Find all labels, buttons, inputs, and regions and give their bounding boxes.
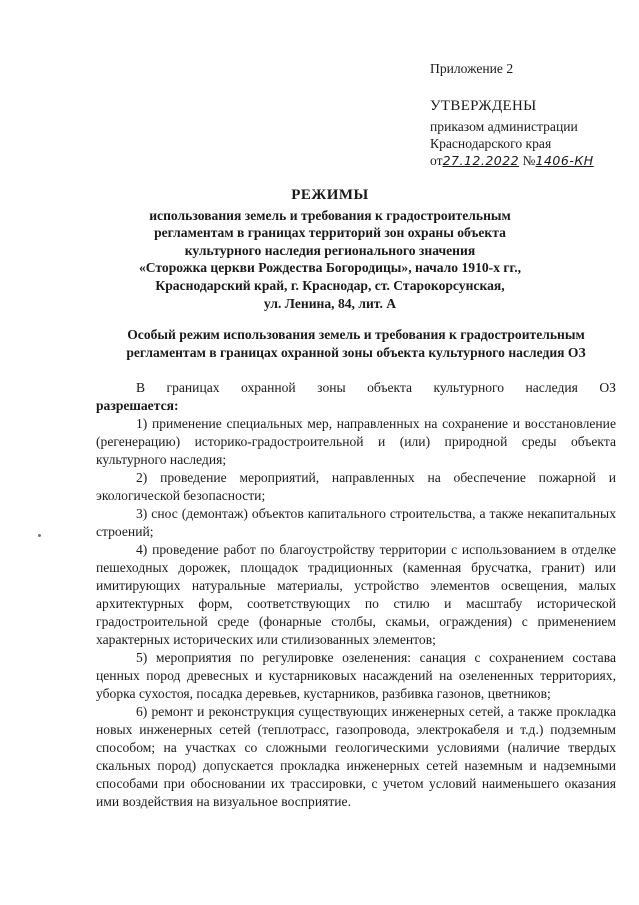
title-line: регламентам в границах территорий зон охраны объекта xyxy=(154,225,506,241)
date-prefix: от xyxy=(430,153,443,168)
document-title xyxy=(100,187,560,312)
list-item: 3) снос (демонтаж) объектов капитального строительства, а также некапитальных строений; xyxy=(96,506,616,539)
title-heading: РЕЖИМЫ xyxy=(291,187,369,203)
order-line-2: Краснодарского края xyxy=(430,136,552,151)
intro-paragraph: В границах охранной зоны объекта культурного наследия ОЗ xyxy=(136,380,616,395)
title-line: культурного наследия регионального значения xyxy=(184,242,476,258)
title-line: Краснодарский край, г. Краснодар, ст. Старокорсунская, xyxy=(155,277,505,293)
order-line-1: приказом администрации xyxy=(430,119,578,134)
handwritten-date: 27.12.2022 xyxy=(442,153,520,168)
title-line: использования земель и требования к градостроительным xyxy=(149,207,511,223)
title-line: «Сторожка церкви Рождества Богородицы», начало 1910-х гг., xyxy=(139,260,521,276)
section-heading xyxy=(96,326,616,362)
section-heading-line: Особый режим использования земель и требования к градостроительным xyxy=(127,327,585,342)
handwritten-number: 1406-КН xyxy=(535,153,594,168)
list-item: 5) мероприятия по регулировке озеленения: санация с сохранением состава ценных пород древесных и кустарниковых насаждений на озелененных территориях, уборка сухостоя, посадка деревьев, кустарников, разбивка газонов, цветников; xyxy=(96,650,616,701)
list-item: 1) применение специальных мер, направленных на сохранение и восстановление (регенерацию) историко-градостроительной и (или) природной среды объекта культурного наследия; xyxy=(96,416,616,467)
scan-speck xyxy=(38,534,41,537)
number-prefix: № xyxy=(522,153,536,168)
title-line: ул. Ленина, 84, лит. А xyxy=(263,295,397,311)
approved-label: УТВЕРЖДЕНЫ xyxy=(430,98,537,114)
body-text xyxy=(96,379,616,811)
list-item: 6) ремонт и реконструкция существующих инженерных сетей, а также прокладка новых инженерных сетей (теплотрасс, газопровода, электрокабеля и т.д.) подземным способом; на участках со сложными геологическими условиями (наличие твердых скальных пород) допускается прокладка инженерных сетей наземным и надземными способами при обосновании их трассировки, с учетом условий наименьшего оказания ими воздействия на визуальное восприятие. xyxy=(96,704,616,809)
order-date-number xyxy=(430,152,630,169)
appendix-label: Приложение 2 xyxy=(430,61,514,76)
list-item: 2) проведение мероприятий, направленных на обеспечение пожарной и экологической безопасности; xyxy=(96,470,616,503)
approval-stamp xyxy=(430,60,630,169)
allowed-label: разрешается: xyxy=(96,398,179,413)
section-heading-line: регламентам в границах охранной зоны объекта культурного наследия ОЗ xyxy=(126,345,586,360)
list-item: 4) проведение работ по благоустройству территории с использованием в отделке пешеходных дорожек, площадок традиционных (каменная брусчатка, гранит) или имитирующих натуральные материалы, устройство элементов освещения, малых архитектурных форм, соответствующих по стилю и масштабу исторической градостроительной среде (фонарные столбы, скамьи, ограждения) с применением характерных исторических или стилизованных элементов; xyxy=(96,542,616,647)
